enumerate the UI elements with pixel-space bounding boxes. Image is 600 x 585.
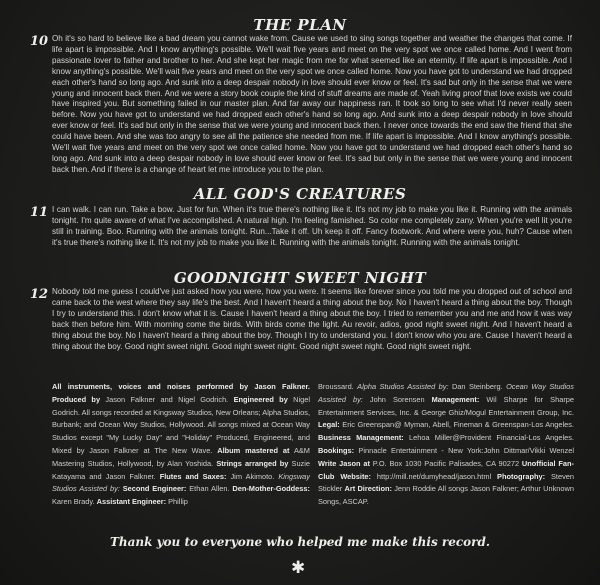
credit-run: A&M Mastering Studios, Hollywood, by Alan Yoshida. [52, 445, 310, 468]
credit-run: P.O. Box 1030 Pacific Palisades, CA 90272 [369, 458, 522, 468]
credit-run: Dan Steinberg. [448, 382, 507, 391]
song-title-goodnight-sweet-night: GOODNIGHT SWEET NIGHT [173, 269, 427, 287]
thank-you-note: Thank you to everyone who helped me make this record. [109, 535, 491, 549]
credit-run: Karen Brady. [52, 497, 97, 507]
credit-run: Photography: [497, 471, 546, 481]
credit-run: Wil Sharpe for Sharpe Entertainment Services, Inc. & George Ghiz/Mogul Entertainment Group, Inc. [318, 394, 575, 417]
credit-run: Jenn Roddie All songs Jason Falkner; Arthur Unknown Songs, ASCAP. [318, 484, 574, 507]
credit-run: Bookings: [318, 445, 355, 455]
credit-run: All instruments, voices and noises performed by Jason Falkner. [52, 382, 310, 391]
credit-run: Pinnacle Entertainment - New York:John Dittmar/Vikki Wenzel [354, 445, 574, 455]
credit-run: Alpha Studios Assisted by: [357, 382, 449, 391]
track-number-12: 12 [30, 287, 49, 302]
lyrics-the-plan: Oh it's so hard to believe like a bad dream you cannot wake from. Cause we used to sing songs together and weather the changes that come. If life apart is impossible. And I know anything's possible. We'll wait five years and meet on the very spot we once called home. And I went from passionate lover to father and brother to her. And she kept her magic from me for what seemed like an eternity. If life apart is impossible. And I know anything's possible. We'll wait five years and meet on the very spot we once called home. Now you have got to understand we had dropped each other's hand so long ago. And sunk into a deep despair nobody in love should ever know or feel. It's sad but only in the sense that we were young and innocent back then. And we were a story book couple the kind of stuff dreams are made of. Yeah living proof that love exists we could have inspired you. But something failed in our master plan. And far away our happiness ran. It took so long to see what I'd never really seen before. Now you have got to understand we had dropped each other's hand so long ago. And sunk into a deep despair nobody in love should ever know or feel. It's sad but only in the sense that we were young and innocent back then. I never once towards the end saw the friend that she could have been. And she was too angry to see all the patience she needed from me. If life apart is impossible. And I know anything's possible. We'll wait five years and meet on the very spot we once called home. Now you have got to understand we had dropped each other's hand so long ago. And sunk into a deep despair nobody in love should ever know or feel. It's sad but only in the sense that we were young and innocent back then. And if there is a change of heart let me introduce you to the plan. [52, 34, 572, 174]
credit-run: John Sorensen [362, 394, 432, 404]
asterisk-ornament-icon: ✱ [291, 558, 306, 578]
credit-run: Engineered by [233, 394, 288, 404]
credit-run: Management: [431, 394, 480, 404]
credit-run: Flutes and Saxes: [159, 471, 227, 481]
credit-run: Second Engineer: [122, 484, 187, 494]
track-number-11: 11 [30, 205, 49, 220]
credit-run: Eric Greenspan@ Myman, Abell, Fineman & Greenspan-Los Angeles. [339, 420, 574, 430]
credit-run: Legal: [318, 420, 340, 430]
track-number-10: 10 [30, 34, 49, 49]
credit-run: Business Management: [318, 433, 404, 443]
credit-run: Jim Akimoto. [226, 471, 279, 481]
credit-run: Nigel Godrich. All songs recorded at Kingsway Studios, New Orleans; Alpha Studios, Burbank; and Ocean Way Studios, Hollywood. All songs mixed at Ocean Way Studios except "My Lucky Day" and "Holiday" Produced, Engineered, and Mixed by Jason Falkner at The New Wave. [52, 394, 310, 455]
credit-run: Den-Mother-Goddess: [232, 484, 310, 494]
credit-run: Kingsway Studios Assisted by: [52, 471, 310, 494]
credit-run: Write Jason at [318, 458, 370, 468]
credit-run: Album mastered at [217, 445, 290, 455]
credit-run: Jason Falkner and Nigel Godrich. [100, 394, 234, 404]
lyrics-goodnight-sweet-night: Nobody told me guess I could've just asked how you were, how you were. It seems like forever since you told me you dropped out of school and came back to the west where they say life's the best. And I haven't heard a thing about the boy. No I haven't heard a thing about the boy. Though I try to understand this. I don't know what it is. Cause I haven't heard a thing about the boy. I tried to remember you and me and how it was way back then before him. With morning come the birds. With birds come the light. Au revoir, adios, good night sweet night. And I haven't heard a thing about the boy. No I haven't heard a thing about the boy. Though I try to understand you. I don't know who you are. Cause I haven't heard a thing about the boy. Good night sweet night. Good night sweet night. Good night sweet night. Good night sweet night. [52, 287, 572, 351]
credit-run: Lehoa Miller@Provident Financial-Los Angeles. [403, 433, 574, 443]
credit-run: Unofficial Fan-Club Website: [318, 458, 575, 481]
credits-right-column [318, 381, 574, 509]
credit-run: Produced by [52, 394, 101, 404]
song-title-the-plan: THE PLAN [253, 16, 347, 34]
credit-run: Suzie Katayama and Jason Falkner. [52, 458, 310, 481]
credit-run: Ocean Way Studios Assisted by: [318, 382, 574, 404]
lyrics-all-gods-creatures: I can walk. I can run. Take a bow. Just for fun. When it's true there's nothing like it. It's not my job to make you like it. Running with the animals tonight. I'm quite aware of what I've accomplished. A natural high. I'm feeling famished. So color me completely zany. When you're well lit you're still in training. Boo. Running with the animals tonight. Run...Take it off. Uh keep it off. Fancy footwork. And where were you, huh? Cause when it's true there's nothing like it. It's not my job to make you like it. Running with the animals tonight. Running with the animals tonight. [52, 205, 572, 247]
credit-run: Phillip [166, 497, 188, 507]
credit-run: Assistant Engineer: [96, 497, 167, 507]
credit-run: http://mill.net/dumyhead/jason.html [371, 471, 498, 481]
credit-run: Ethan Allen. [186, 484, 233, 494]
credits-left-column [52, 381, 310, 509]
credit-run: Art Direction: [344, 484, 392, 494]
credit-run: Steven Stickler [318, 471, 574, 494]
song-title-all-gods-creatures: ALL GOD'S CREATURES [193, 185, 407, 203]
credit-run: Broussard. [318, 382, 358, 391]
credit-run: Strings arranged by [216, 458, 289, 468]
